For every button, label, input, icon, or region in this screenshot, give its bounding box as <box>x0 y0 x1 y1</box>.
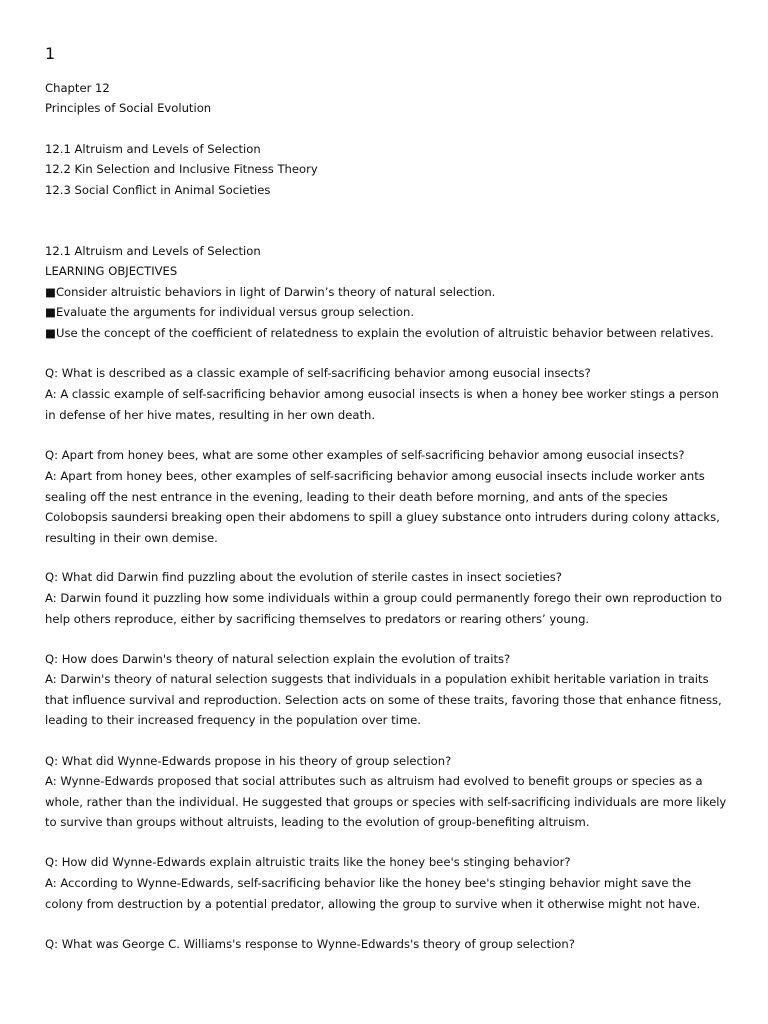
answer: A: Darwin found it puzzling how some individuals within a group could permanently forego their own reproduction to help others reproduce, either by sacrificing themselves to predators or rearing others’ young. <box>45 591 722 626</box>
answer: A: Darwin's theory of natural selection suggests that individuals in a population exhibit heritable variation in traits that influence survival and reproduction. Selection acts on some of these traits, favoring those that enhance fitness, leading to their increased frequency in the population over time. <box>45 672 722 727</box>
learning-objectives-label: LEARNING OBJECTIVES <box>45 264 178 278</box>
chapter-label: Chapter 12 <box>45 81 110 95</box>
question: Q: What did Wynne-Edwards propose in his theory of group selection? <box>45 754 452 768</box>
question: Q: What was George C. Williams's response to Wynne-Edwards's theory of group selection? <box>45 937 575 951</box>
answer: A: A classic example of self-sacrificing behavior among eusocial insects is when a honey bee worker stings a person in defense of her hive mates, resulting in her own death. <box>45 387 719 422</box>
answer: A: According to Wynne-Edwards, self-sacrificing behavior like the honey bee's stinging behavior might save the colony from destruction by a potential predator, allowing the group to survive when it otherwise might not have. <box>45 876 701 911</box>
toc-item-12-2: 12.2 Kin Selection and Inclusive Fitness Theory <box>45 162 318 176</box>
question: Q: What did Darwin find puzzling about the evolution of sterile castes in insect societies? <box>45 570 562 584</box>
chapter-title: Principles of Social Evolution <box>45 101 212 115</box>
toc-item-12-1: 12.1 Altruism and Levels of Selection <box>45 142 261 156</box>
section-heading: 12.1 Altruism and Levels of Selection <box>45 244 261 258</box>
question: Q: Apart from honey bees, what are some other examples of self-sacrificing behavior among eusocial insects? <box>45 448 685 462</box>
objective-item: ■Evaluate the arguments for individual versus group selection. <box>45 305 415 319</box>
question: Q: How does Darwin's theory of natural selection explain the evolution of traits? <box>45 652 511 666</box>
page-number: 1 <box>45 44 56 63</box>
question: Q: How did Wynne-Edwards explain altruistic traits like the honey bee's stinging behavior? <box>45 855 571 869</box>
answer: A: Apart from honey bees, other examples of self-sacrificing behavior among eusocial insects include worker ants sealing off the nest entrance in the evening, leading to their death before morning, and ants of the species Colobopsis saundersi breaking open their abdomens to spill a gluey substance onto intruders during colony attacks, resulting in their own demise. <box>45 469 720 545</box>
answer: A: Wynne-Edwards proposed that social attributes such as altruism had evolved to benefit groups or species as a whole, rather than the individual. He suggested that groups or species with self-sacrificing individuals are more likely to survive than groups without altruists, leading to the evolution of group-benefiting altruism. <box>45 774 727 829</box>
objective-item: ■Use the concept of the coefficient of relatedness to explain the evolution of altruistic behavior between relatives. <box>45 326 714 340</box>
question: Q: What is described as a classic example of self-sacrificing behavior among eusocial insects? <box>45 366 591 380</box>
toc-item-12-3: 12.3 Social Conflict in Animal Societies <box>45 183 271 197</box>
objective-item: ■Consider altruistic behaviors in light of Darwin’s theory of natural selection. <box>45 285 496 299</box>
